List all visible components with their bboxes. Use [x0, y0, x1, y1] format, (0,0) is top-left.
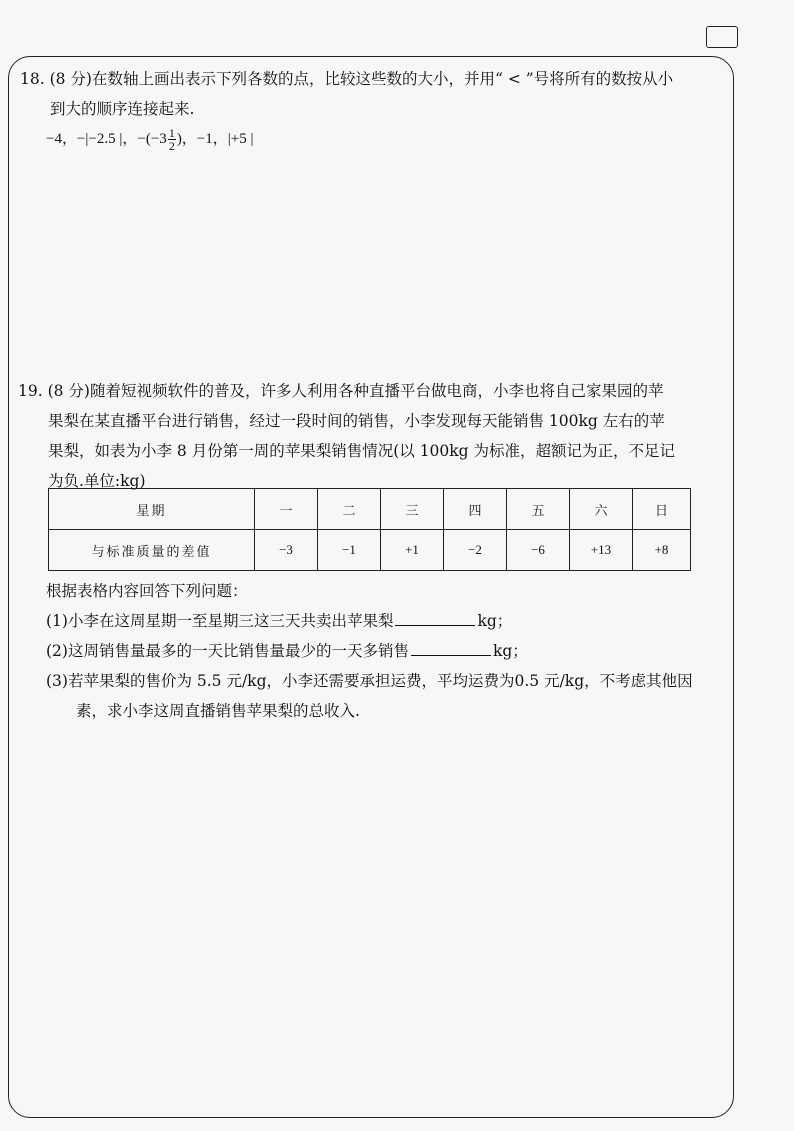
q19-subquestions — [46, 576, 726, 726]
answer-blank-1[interactable] — [395, 609, 475, 626]
table-cell-day: 一 — [255, 489, 318, 530]
q19-line-4: 为负.单位:kg) — [48, 472, 146, 490]
table-cell-value: −1 — [318, 530, 381, 571]
q18-line-1: 18. (8 分)在数轴上画出表示下列各数的点，比较这些数的大小，并用“ < ”号将所有的数按从小 — [20, 70, 674, 88]
q19-intro: 根据表格内容回答下列问题： — [46, 582, 248, 600]
table-row-difference — [49, 530, 691, 571]
table-cell-value: +1 — [381, 530, 444, 571]
table-cell-day: 三 — [381, 489, 444, 530]
q19-part-2 — [46, 636, 726, 666]
fraction-numerator: 1 — [168, 126, 175, 141]
table-cell-value: +13 — [570, 530, 633, 571]
q19-part-3-line-1: (3)若苹果梨的售价为 5.5 元/kg，小李还需要承担运费，平均运费为0.5 元/kg，不考虑其他因 — [46, 672, 693, 690]
table-cell-value: +8 — [633, 530, 691, 571]
table-cell-value: −2 — [444, 530, 507, 571]
table-cell-day: 二 — [318, 489, 381, 530]
q18-line-2: 到大的顺序连接起来. — [50, 100, 195, 118]
q19-part-3-line-2: 素，求小李这周直播销售苹果梨的总收入. — [76, 702, 360, 720]
table-header-difference: 与标准质量的差值 — [49, 530, 255, 571]
question-18 — [20, 64, 720, 154]
q18-expression — [20, 124, 720, 154]
q19-line-2: 果梨在某直播平台进行销售，经过一段时间的销售，小李发现每天能销售 100kg 左右的苹 — [48, 412, 665, 430]
fraction-denominator: 2 — [168, 139, 175, 154]
part-2-unit: kg； — [492, 642, 528, 660]
table-cell-value: −3 — [255, 530, 318, 571]
corner-box — [706, 26, 738, 48]
part-2-text: (2)这周销售量最多的一天比销售量最少的一天多销售 — [46, 642, 409, 660]
sales-table — [48, 488, 691, 571]
q18-expr-pre: −4，−|−2.5 |，−(−3 — [46, 131, 167, 147]
table-cell-value: −6 — [507, 530, 570, 571]
table-header-weekday: 星期 — [49, 489, 255, 530]
table-cell-day: 五 — [507, 489, 570, 530]
table-cell-day: 日 — [633, 489, 691, 530]
answer-blank-2[interactable] — [411, 639, 491, 656]
q19-part-1 — [46, 606, 726, 636]
q18-expr-post: )，−1，|+5 | — [176, 131, 254, 147]
q19-line-1: 19. (8 分)随着短视频软件的普及，许多人利用各种直播平台做电商，小李也将自己家果园的苹 — [18, 382, 664, 400]
part-1-unit: kg； — [477, 612, 513, 630]
part-1-text: (1)小李在这周星期一至星期三这三天共卖出苹果梨 — [46, 612, 394, 630]
question-19 — [18, 376, 724, 496]
table-row-weekday — [49, 489, 691, 530]
table-cell-day: 四 — [444, 489, 507, 530]
table-cell-day: 六 — [570, 489, 633, 530]
q19-line-3: 果梨，如表为小李 8 月份第一周的苹果梨销售情况(以 100kg 为标准，超额记为正，不足记 — [48, 442, 676, 460]
fraction — [168, 127, 176, 152]
